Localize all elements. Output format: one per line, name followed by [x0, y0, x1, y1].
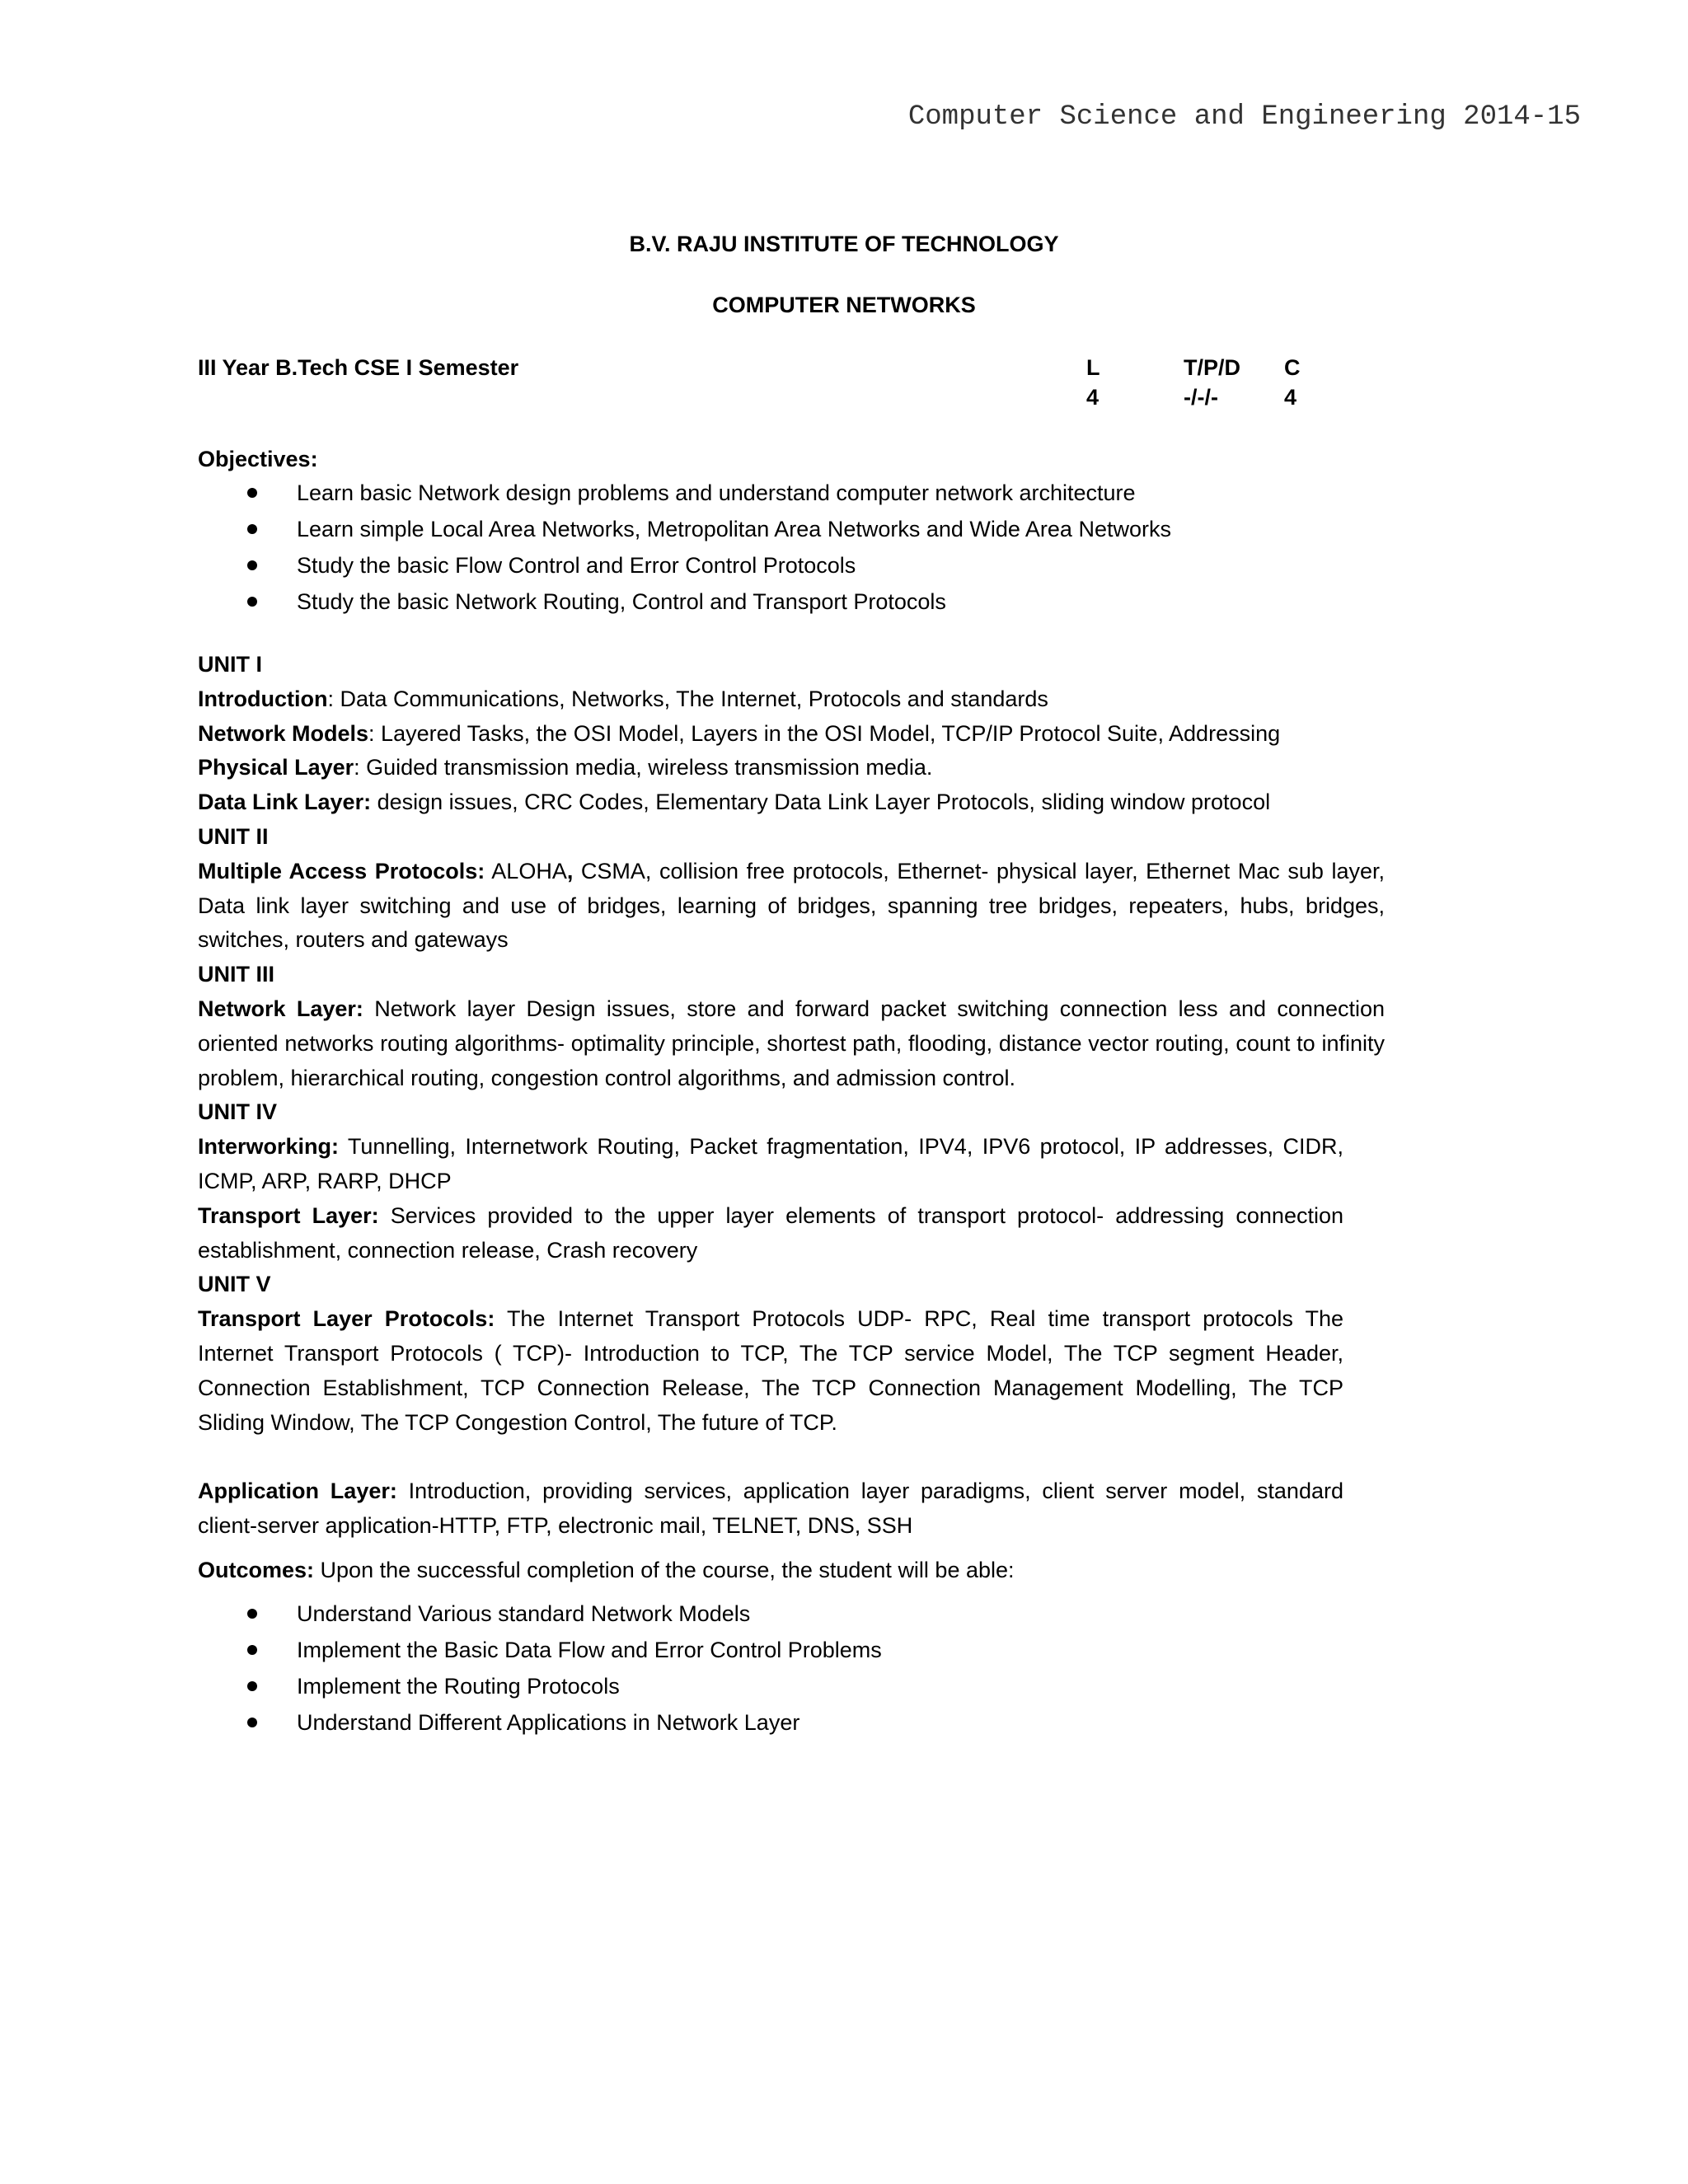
bullet-icon — [247, 560, 257, 570]
unit-3-network-layer: Network Layer: Network layer Design issues, store and forward packet switching connection less and connection oriented networks routing algorithms- optimality principle, shortest path, flooding, distance vector routing, count to infinity problem, hierarchical routing, congestion control algorithms, and admission control. — [198, 996, 1385, 1090]
list-item: Learn simple Local Area Networks, Metropolitan Area Networks and Wide Area Networks — [198, 511, 1385, 547]
unit-4-heading: UNIT IV — [198, 1099, 278, 1125]
tpd-value: -/-/- — [1184, 385, 1218, 410]
bullet-icon — [247, 524, 257, 534]
list-item: Implement the Routing Protocols — [198, 1668, 1385, 1704]
credits-heading: C — [1284, 355, 1301, 380]
objectives-section — [198, 443, 1385, 620]
semester-row — [198, 353, 1385, 415]
semester-label: III Year B.Tech CSE I Semester — [198, 355, 519, 380]
list-item: Learn basic Network design problems and understand computer network architecture — [198, 475, 1385, 511]
unit-5-heading: UNIT V — [198, 1272, 271, 1297]
bullet-icon — [247, 1609, 257, 1619]
unit-1-heading: UNIT I — [198, 652, 262, 677]
units-section — [198, 648, 1385, 1544]
bullet-icon — [247, 1645, 257, 1655]
unit-4-interworking: Interworking: Tunnelling, Internetwork Routing, Packet fragmentation, IPV4, IPV6 protocol, IP addresses, CIDR, ICMP, ARP, RARP, DHCP — [198, 1134, 1343, 1193]
unit-2-heading: UNIT II — [198, 823, 269, 849]
bullet-icon — [247, 488, 257, 498]
outcomes-section — [198, 1553, 1385, 1741]
unit-5-transport-protocols: Transport Layer Protocols: The Internet Transport Protocols UDP- RPC, Real time transport protocols The Internet Transport Protocols ( TCP)- Introduction to TCP, The TCP service Model, The TCP segment Header, Connection Establishment, TCP Connection Release, The TCP Connection Management Modelling, The TCP Sliding Window, The TCP Congestion Control, The future of TCP. — [198, 1306, 1343, 1435]
unit-1-data-link-layer: Data Link Layer: design issues, CRC Codes, Elementary Data Link Layer Protocols, sliding window protocol — [198, 790, 1271, 815]
unit-3-heading: UNIT III — [198, 962, 274, 987]
list-item: Understand Different Applications in Network Layer — [198, 1704, 1385, 1741]
unit-2-multiple-access: Multiple Access Protocols: ALOHA, CSMA, collision free protocols, Ethernet- physical layer, Ethernet Mac sub layer, Data link layer switching and use of bridges, learning of bridges, spanning tree bridges, repeaters, hubs, bridges, switches, routers and gateways — [198, 858, 1385, 953]
unit-1-physical-layer: Physical Layer: Guided transmission media, wireless transmission media. — [198, 755, 933, 780]
credits-value: 4 — [1284, 385, 1297, 410]
outcomes-heading: Outcomes: — [198, 1558, 315, 1582]
credits — [1284, 353, 1301, 412]
unit-1-network-models: Network Models: Layered Tasks, the OSI Model, Layers in the OSI Model, TCP/IP Protocol Suite, Addressing — [198, 720, 1281, 746]
unit-4-transport-layer: Transport Layer: Services provided to the upper layer elements of transport protocol- addressing connection establishment, connection release, Crash recovery — [198, 1202, 1343, 1263]
lecture-hours — [1086, 353, 1100, 412]
bullet-icon — [247, 1718, 257, 1727]
list-item: Implement the Basic Data Flow and Error Control Problems — [198, 1632, 1385, 1668]
institute-title: B.V. RAJU INSTITUTE OF TECHNOLOGY — [629, 232, 1059, 256]
running-header: Computer Science and Engineering 2014-15 — [907, 101, 1581, 133]
unit-5-application-layer: Application Layer: Introduction, providing services, application layer paradigms, client server model, standard client-server application-HTTP, FTP, electronic mail, TELNET, DNS, SSH — [198, 1479, 1343, 1539]
tutorial-practical-drawing — [1184, 353, 1240, 412]
bullet-icon — [247, 1681, 257, 1691]
list-item: Study the basic Network Routing, Control and Transport Protocols — [198, 583, 1385, 620]
outcomes-intro: Outcomes: Upon the successful completion of the course, the student will be able: — [198, 1558, 1015, 1582]
list-item: Understand Various standard Network Models — [198, 1596, 1385, 1632]
unit-1-introduction: Introduction: Data Communications, Networks, The Internet, Protocols and standards — [198, 686, 1048, 711]
list-item: Study the basic Flow Control and Error Control Protocols — [198, 547, 1385, 583]
lecture-value: 4 — [1086, 385, 1100, 410]
course-title: COMPUTER NETWORKS — [712, 293, 976, 317]
bullet-icon — [247, 597, 257, 607]
objectives-heading: Objectives: — [198, 447, 318, 471]
lecture-heading: L — [1086, 355, 1100, 380]
objectives-list — [198, 475, 1385, 620]
outcomes-list — [198, 1596, 1385, 1741]
spacer — [198, 1440, 1385, 1474]
tpd-heading: T/P/D — [1184, 355, 1241, 380]
